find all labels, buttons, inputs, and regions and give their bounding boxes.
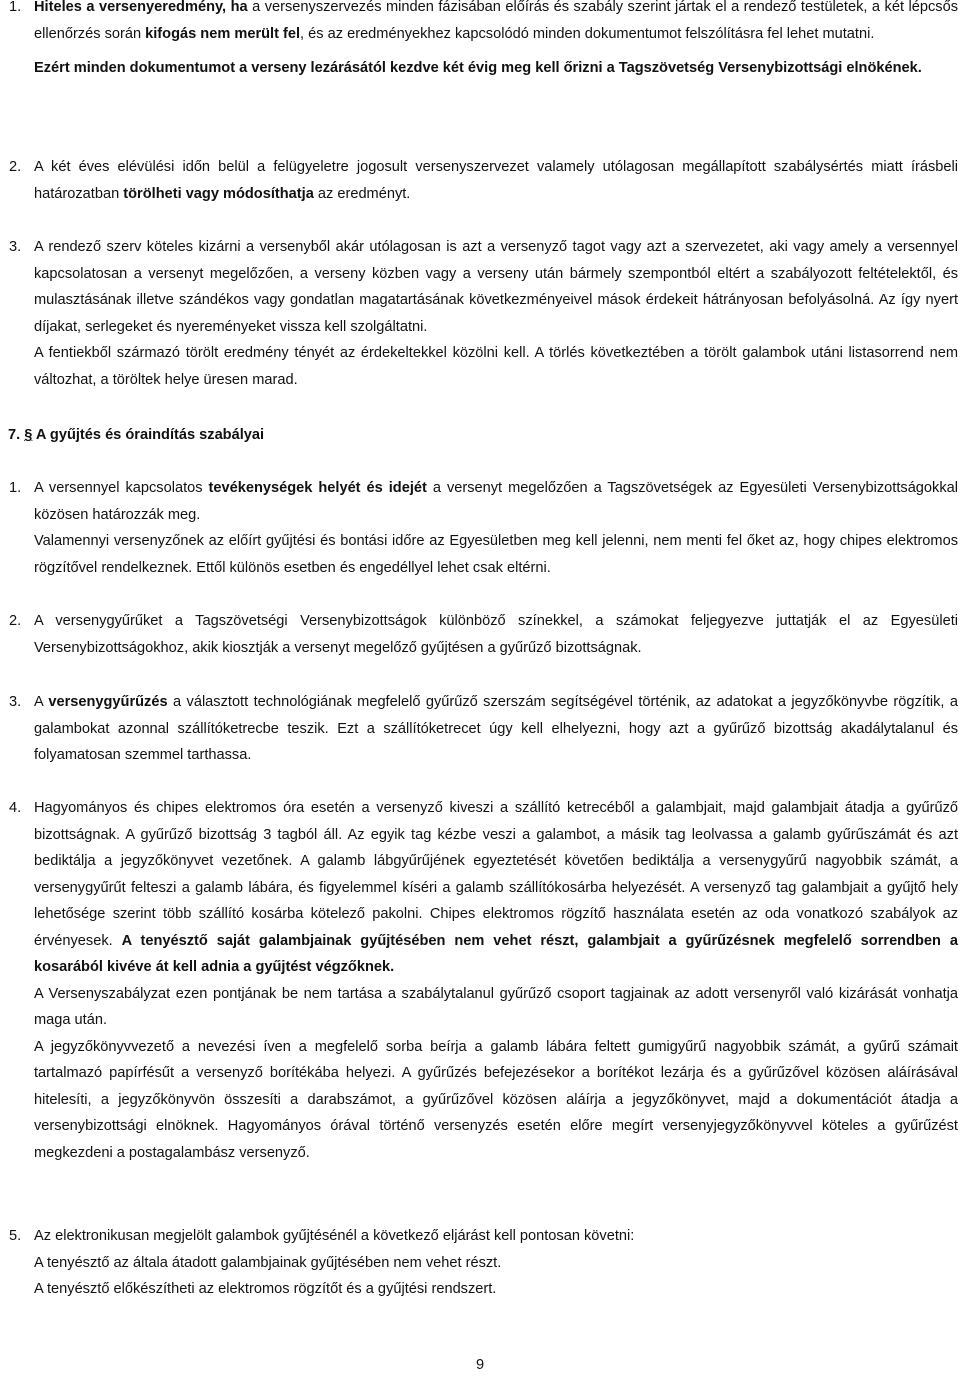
paragraph xyxy=(34,795,958,981)
text-run: az eredményt. xyxy=(313,185,411,202)
item-number: 3. xyxy=(9,694,22,710)
list-item xyxy=(9,154,958,207)
bold-text: tevékenységek helyét és idejét xyxy=(208,480,427,496)
item-number: 5. xyxy=(9,1228,22,1244)
list-item xyxy=(9,0,959,82)
list-item xyxy=(9,234,958,393)
paragraph: A versenygyűrűket a Tagszövetségi Versenybizottságok különböző színekkel, a számokat feljegyezve juttatják el az Egyesületi Versenybizottságokhoz, akik kiosztják a versenyt megelőző gyűjtésen a gyűrűző bizottságnak. xyxy=(34,613,958,656)
item-number: 2. xyxy=(9,613,22,629)
item-number: 4. xyxy=(9,800,22,816)
text-run: Hagyományos és chipes elektromos óra esetén a versenyző kiveszi a szállító ketrecéből a galambjait, majd galambjait átadja a gyűrűző bizottságnak. A gyűrűző bizottság 3 tagból áll. Az egyik tag kézbe veszi a galambot, a másik tag leolvassa a galamb gyűrűszámát és azt bediktálja a jegyzőkönyvet vezetőnek. A galamb lábgyűrűjének egyeztetését követően bediktálja a versenygyűrű nagyobbik számát, a versenygyűrűt felteszi a galamb lábára, és figyelemmel kíséri a galamb szállítókosárba helyezését. A versenyző tag galambjait a gyűjtő hely lehetősége szerint több szállító kosárba kötelező pakolni. Chipes elektromos rögzítő használata esetén az oda vonatkozó szabályok az érvényesek. xyxy=(34,800,958,949)
text-run: a versenyt megelőzően a Tagszövetségek az Egyesületi Versenybizottságokkal közösen határozzák meg. xyxy=(34,480,958,523)
text-run: A versennyel kapcsolatos xyxy=(34,480,209,496)
list-item xyxy=(9,1223,958,1303)
item-number: 2. xyxy=(9,159,22,175)
paragraph xyxy=(34,689,958,769)
bold-text: Hiteles a versenyeredmény, ha xyxy=(34,0,248,15)
bold-text: kifogás nem merült fel xyxy=(145,25,301,42)
bold-text: versenygyűrűzés xyxy=(48,694,168,710)
item-number: 1. xyxy=(9,0,22,15)
paragraph: A rendező szerv köteles kizárni a versenyből akár utólagosan is azt a versenyző tagot vagy azt a szervezetet, aki vagy amely a versennyel kapcsolatosan a versenyt megelőzően, a verseny közben vagy a verseny után bármely szempontból eltért a szabályozott feltételektől, és mulasztásának illetve szándékos vagy gondatlan magatartásának következményeivel mások érdekeit hátrányosan befolyásolná. Az így nyert díjakat, serlegeket és nyereményeket vissza kell szolgáltatni. xyxy=(34,239,958,335)
paragraph: A Versenyszabályzat ezen pontjának be nem tartása a szabálytalanul gyűrűző csoport tagjainak az adott versenyről való kizárását vonhatja maga után. xyxy=(34,985,958,1028)
paragraph: A tenyésztő előkészítheti az elektromos rögzítőt és a gyűjtési rendszert. xyxy=(34,1281,497,1297)
section-symbol: § xyxy=(24,427,33,443)
paragraph xyxy=(34,154,958,207)
section-title: A gyűjtés és óraindítás szabályai xyxy=(32,427,265,443)
list-item xyxy=(9,608,958,661)
list-item xyxy=(9,475,958,581)
text-run: , és az eredményekhez kapcsolódó minden dokumentumot felszólításra fel lehet mutatni. xyxy=(300,25,875,42)
section-number: 7. xyxy=(8,427,21,443)
list-item xyxy=(9,795,958,1166)
section-heading xyxy=(8,422,264,449)
bold-text: Ezért minden dokumentumot a verseny lezárásától kezdve két évig meg kell őrizni a Tagszövetség Versenybizottsági elnökének. xyxy=(34,60,922,76)
text-run: A xyxy=(34,694,49,710)
bold-text: A tenyésztő saját galambjainak gyűjtésében nem vehet részt, galambjait a gyűrűzésnek megfelelő sorrendben a kosarából kivéve át kell adnia a gyűjtést végzőknek. xyxy=(34,932,958,975)
paragraph: A tenyésztő az általa átadott galambjainak gyűjtésében nem vehet részt. xyxy=(34,1254,502,1271)
item-number: 1. xyxy=(9,480,22,496)
text-run: a versenyszervezés minden fázisában előírás és szabály szerint jártak el a rendező testületek, a két lépcsős ellenőrzés során xyxy=(34,0,959,42)
paragraph xyxy=(34,475,958,528)
bold-text: törölheti vagy módosíthatja xyxy=(123,185,314,202)
paragraph xyxy=(34,55,958,82)
list-item xyxy=(9,689,958,769)
text-run: a választott technológiának megfelelő gyűrűző szerszám segítségével történik, az adatokat a jegyzőkönyvbe rögzítik, a galambokat azonnal szállítóketrecbe teszik. Ezt a szállítóketrecet úgy kell elhelyezni, hogy azt a gyűrűző bizottság akadálytalanul és folyamatosan szemmel tarthassa. xyxy=(34,694,958,763)
paragraph: Valamennyi versenyzőnek az előírt gyűjtési és bontási időre az Egyesületben meg kell jelenni, nem menti fel őket az, hogy chipes elektromos rögzítővel rendelkeznek. Ettől különös esetben és engedéllyel lehet csak eltérni. xyxy=(34,533,958,576)
paragraph xyxy=(34,0,958,47)
paragraph: A fentiekből származó törölt eredmény tényét az érdekeltekkel közölni kell. A törlés következtében a törölt galambok utáni listasorrend nem változhat, a töröltek helye üresen marad. xyxy=(34,345,958,388)
paragraph: A jegyzőkönyvvezető a nevezési íven a megfelelő sorba beírja a galamb lábára feltett gumigyűrű nagyobbik számát, a gyűrű számait tartalmazó papírfésűt a versenyző borítékába helyezi. A gyűrűzés befejezésekor a borítékot lezárja és a gyűrűzővel közösen aláírásával hitelesíti, a jegyzőkönyvön összesíti a darabszámot, a gyűrűzővel közösen aláírja a jegyzőkönyvet, majd a dokumentációt átadja a versenybizottsági elnöknek. Hagyományos órával történő versenyzés esetén előre megírt versenyjegyzőkönyvvel köteles a gyűrűzést megkezdeni a postagalambász versenyző. xyxy=(34,1038,958,1161)
page-number: 9 xyxy=(475,1357,485,1373)
item-number: 3. xyxy=(9,239,22,255)
text-run: A két éves elévülési időn belül a felügyeletre jogosult versenyszervezet valamely utólagosan megállapított szabálysértés miatt írásbeli határozatban xyxy=(34,159,958,202)
paragraph: Az elektronikusan megjelölt galambok gyűjtésénél a következő eljárást kell pontosan követni: xyxy=(34,1228,635,1244)
